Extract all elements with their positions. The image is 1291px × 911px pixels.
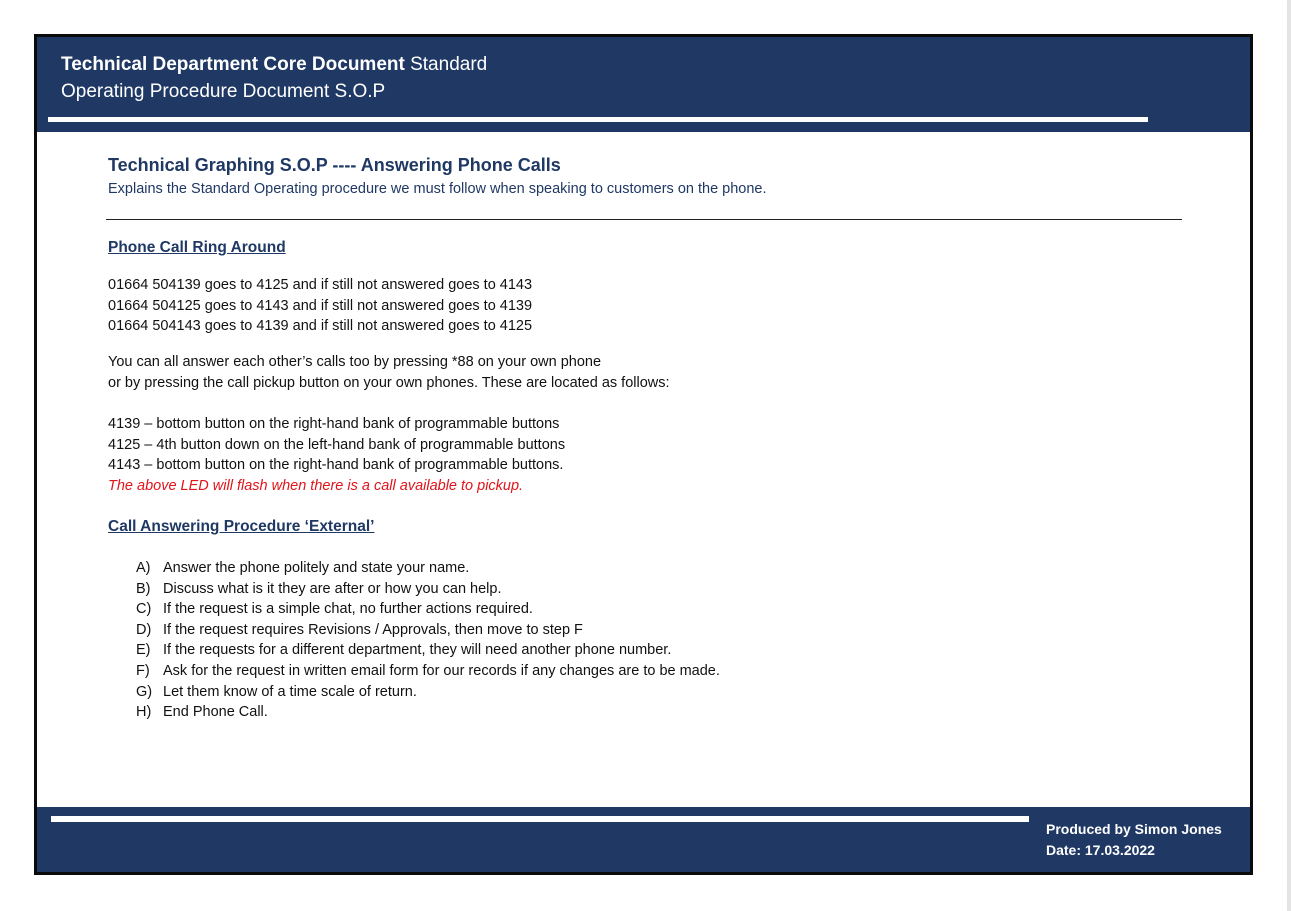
header-title-rest: Standard — [404, 54, 488, 75]
pickup-instruction: You can all answer each other’s calls too by pressing *88 on your own phone — [108, 354, 602, 370]
step-text: If the request requires Revisions / Approvals, then move to step F — [163, 621, 583, 638]
step-text: Let them know of a time scale of return. — [163, 683, 417, 700]
step-letter: A) — [136, 560, 151, 576]
ring-around-line: 01664 504139 goes to 4125 and if still not answered goes to 4143 — [108, 277, 533, 293]
step-text: If the requests for a different department, they will need another phone number. — [163, 642, 672, 659]
produced-by: Produced by Simon Jones — [1046, 821, 1222, 837]
header-title — [61, 51, 487, 105]
button-location: 4125 – 4th button down on the left-hand bank of programmable buttons — [108, 436, 566, 453]
step-letter: C) — [136, 601, 152, 618]
section-divider — [106, 219, 1182, 220]
header-title-line2: Operating Procedure Document S.O.P — [61, 81, 386, 102]
procedure-steps — [136, 560, 720, 725]
step-text: Ask for the request in written email form for our records if any changes are to be made. — [163, 662, 720, 679]
pickup-instruction: or by pressing the call pickup button on your own phones. These are located as follows: — [108, 374, 670, 391]
ring-around-line: 01664 504143 goes to 4139 and if still not answered goes to 4125 — [108, 318, 533, 334]
document-subtitle: Explains the Standard Operating procedure we must follow when speaking to customers on the phone. — [108, 181, 767, 197]
procedure-step — [136, 663, 720, 684]
ring-around-line: 01664 504125 goes to 4143 and if still not answered goes to 4139 — [108, 297, 533, 314]
step-text: Answer the phone politely and state your name. — [163, 560, 470, 576]
header-band — [37, 37, 1250, 132]
header-title-bold: Technical Department Core Document — [61, 54, 405, 75]
procedure-step — [136, 581, 720, 602]
document-date: Date: 17.03.2022 — [1046, 842, 1155, 858]
step-letter: E) — [136, 642, 151, 659]
step-letter: G) — [136, 683, 153, 700]
procedure-step — [136, 601, 720, 622]
document-title: Technical Graphing S.O.P ---- Answering Phone Calls — [108, 155, 561, 175]
document-page — [34, 34, 1253, 875]
footer-rule — [51, 816, 1029, 822]
scrollbar-track[interactable] — [1287, 0, 1291, 911]
procedure-step — [136, 560, 720, 581]
led-note: The above LED will flash when there is a call available to pickup. — [108, 477, 524, 494]
step-text: Discuss what is it they are after or how you can help. — [163, 580, 502, 597]
step-letter: B) — [136, 580, 151, 597]
footer-band — [37, 807, 1250, 872]
header-rule — [48, 117, 1148, 122]
footer-credits — [1046, 819, 1222, 861]
step-letter: D) — [136, 621, 152, 638]
ring-around-heading: Phone Call Ring Around — [108, 239, 286, 256]
procedure-step — [136, 622, 720, 643]
procedure-step — [136, 642, 720, 663]
procedure-heading: Call Answering Procedure ‘External’ — [108, 518, 375, 535]
step-letter: F) — [136, 662, 150, 679]
step-letter: H) — [136, 704, 152, 721]
procedure-step — [136, 684, 720, 705]
button-location: 4143 – bottom button on the right-hand bank of programmable buttons. — [108, 457, 564, 473]
button-location: 4139 – bottom button on the right-hand bank of programmable buttons — [108, 416, 560, 432]
step-text: End Phone Call. — [163, 704, 268, 721]
procedure-step — [136, 704, 720, 725]
step-text: If the request is a simple chat, no further actions required. — [163, 601, 533, 618]
